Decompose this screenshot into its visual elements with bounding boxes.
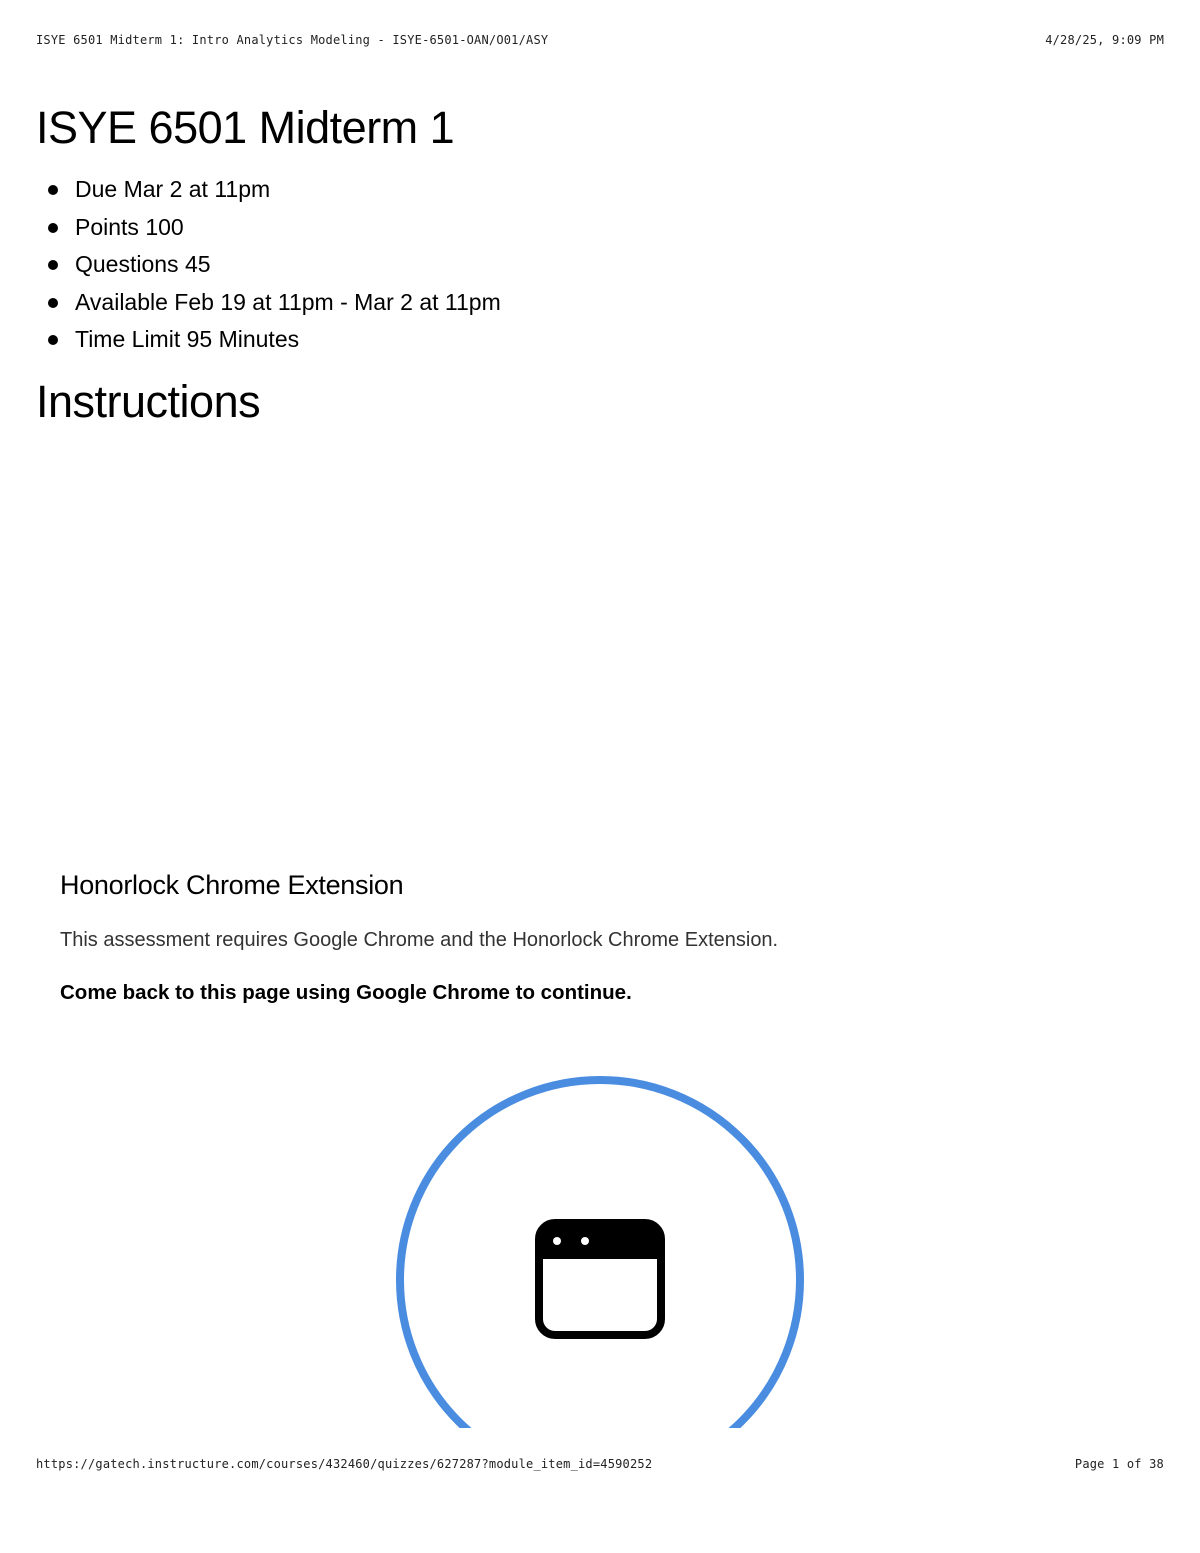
detail-available: Available Feb 19 at 11pm - Mar 2 at 11pm bbox=[36, 284, 501, 322]
quiz-details-list bbox=[36, 171, 501, 359]
browser-window-icon bbox=[535, 1219, 665, 1344]
detail-points: Points 100 bbox=[36, 209, 501, 247]
detail-due: Due Mar 2 at 11pm bbox=[36, 171, 501, 209]
detail-time-limit: Time Limit 95 Minutes bbox=[36, 321, 501, 359]
instructions-heading: Instructions bbox=[36, 376, 261, 427]
print-footer-page: Page 1 of 38 bbox=[1074, 1457, 1164, 1471]
print-footer-url: https://gatech.instructure.com/courses/432460/quizzes/627287?module_item_id=4590252 bbox=[36, 1457, 653, 1471]
print-header bbox=[36, 33, 1164, 51]
print-header-title: ISYE 6501 Midterm 1: Intro Analytics Modeling - ISYE-6501-OAN/O01/ASY bbox=[36, 33, 549, 47]
detail-questions: Questions 45 bbox=[36, 246, 501, 284]
print-footer bbox=[36, 1457, 1164, 1475]
print-header-datetime: 4/28/25, 9:09 PM bbox=[1045, 33, 1164, 47]
page-title: ISYE 6501 Midterm 1 bbox=[36, 102, 455, 153]
honorlock-notice: Come back to this page using Google Chrome to continue. bbox=[60, 981, 632, 1004]
honorlock-description: This assessment requires Google Chrome and the Honorlock Chrome Extension. bbox=[60, 929, 779, 951]
honorlock-heading: Honorlock Chrome Extension bbox=[60, 870, 404, 900]
